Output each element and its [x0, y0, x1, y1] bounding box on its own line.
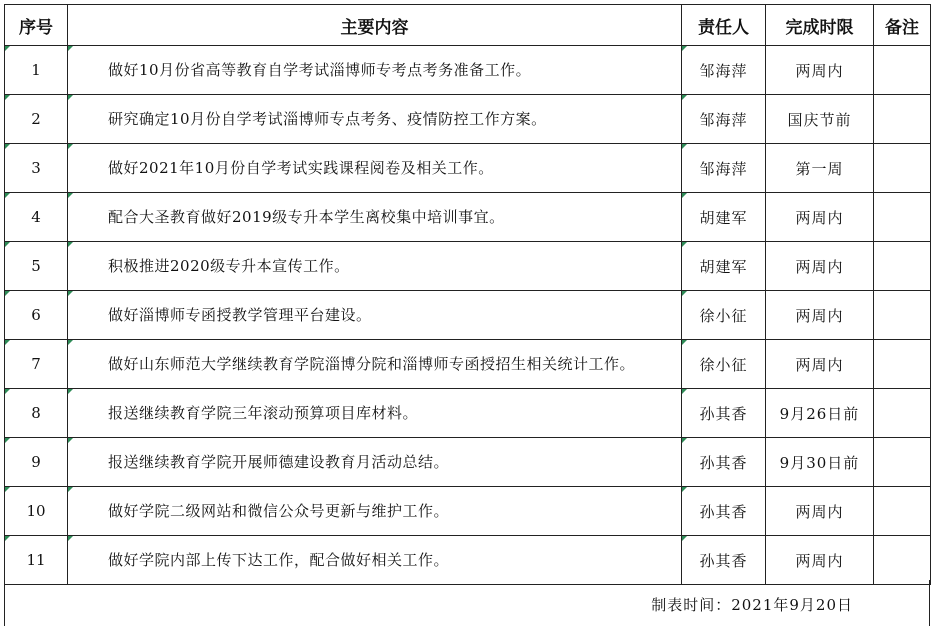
table-row [5, 389, 931, 438]
row-number: 1 [5, 46, 68, 95]
row-note [874, 242, 931, 291]
row-number: 10 [5, 487, 68, 536]
header-deadline: 完成时限 [766, 5, 874, 46]
row-owner: 孙其香 [682, 487, 766, 536]
row-content [68, 242, 682, 291]
row-content [68, 46, 682, 95]
made-time-label: 制表时间：2021年9月20日 [651, 596, 853, 614]
row-content-text: 报送继续教育学院三年滚动预算项目库材料。 [108, 403, 419, 422]
row-note [874, 46, 931, 95]
table-row [5, 46, 931, 95]
header-owner: 责任人 [682, 5, 766, 46]
row-content [68, 95, 682, 144]
table-row [5, 291, 931, 340]
row-content [68, 536, 682, 585]
row-owner: 孙其香 [682, 438, 766, 487]
row-deadline: 国庆节前 [766, 95, 874, 144]
row-number: 11 [5, 536, 68, 585]
row-owner: 胡建军 [682, 193, 766, 242]
row-number: 6 [5, 291, 68, 340]
table-row [5, 438, 931, 487]
row-note [874, 193, 931, 242]
row-content-text: 研究确定10月份自学考试淄博师专点考务、疫情防控工作方案。 [108, 109, 547, 128]
row-deadline: 两周内 [766, 340, 874, 389]
row-owner: 孙其香 [682, 389, 766, 438]
row-deadline: 两周内 [766, 46, 874, 95]
table-footer [4, 580, 930, 626]
row-content-text: 做好2021年10月份自学考试实践课程阅卷及相关工作。 [108, 158, 494, 177]
row-content-text: 做好山东师范大学继续教育学院淄博分院和淄博师专函授招生相关统计工作。 [108, 354, 636, 373]
row-content [68, 291, 682, 340]
row-note [874, 389, 931, 438]
row-content [68, 487, 682, 536]
row-deadline: 两周内 [766, 291, 874, 340]
table-row [5, 144, 931, 193]
row-number: 9 [5, 438, 68, 487]
row-content-text: 做好学院内部上传下达工作，配合做好相关工作。 [108, 550, 450, 569]
row-owner: 徐小征 [682, 340, 766, 389]
table-row [5, 536, 931, 585]
row-owner: 邹海萍 [682, 95, 766, 144]
row-content-text: 配合大圣教育做好2019级专升本学生离校集中培训事宜。 [108, 207, 505, 226]
header-note: 备注 [874, 5, 931, 46]
row-number: 2 [5, 95, 68, 144]
row-deadline: 两周内 [766, 536, 874, 585]
row-number: 3 [5, 144, 68, 193]
row-content [68, 438, 682, 487]
row-deadline: 9月26日前 [766, 389, 874, 438]
header-no: 序号 [5, 5, 68, 46]
row-content-text: 做好10月份省高等教育自学考试淄博师专考点考务准备工作。 [108, 60, 532, 79]
row-content [68, 389, 682, 438]
row-note [874, 487, 931, 536]
row-content-text: 做好淄博师专函授教学管理平台建设。 [108, 305, 372, 324]
row-deadline: 第一周 [766, 144, 874, 193]
row-content [68, 193, 682, 242]
row-number: 7 [5, 340, 68, 389]
table-row [5, 95, 931, 144]
row-number: 8 [5, 389, 68, 438]
table-row [5, 487, 931, 536]
row-note [874, 340, 931, 389]
row-content [68, 340, 682, 389]
row-owner: 胡建军 [682, 242, 766, 291]
table-row [5, 340, 931, 389]
header-row [5, 5, 931, 46]
row-owner: 邹海萍 [682, 46, 766, 95]
row-deadline: 两周内 [766, 487, 874, 536]
row-content-text: 积极推进2020级专升本宣传工作。 [108, 256, 350, 275]
row-content [68, 144, 682, 193]
work-plan-table [4, 4, 931, 585]
row-deadline: 两周内 [766, 242, 874, 291]
row-deadline: 9月30日前 [766, 438, 874, 487]
row-note [874, 291, 931, 340]
row-owner: 徐小征 [682, 291, 766, 340]
table-body [5, 46, 931, 585]
row-deadline: 两周内 [766, 193, 874, 242]
row-owner: 邹海萍 [682, 144, 766, 193]
row-number: 4 [5, 193, 68, 242]
table-row [5, 193, 931, 242]
row-owner: 孙其香 [682, 536, 766, 585]
header-content: 主要内容 [68, 5, 682, 46]
row-note [874, 144, 931, 193]
table-row [5, 242, 931, 291]
row-note [874, 536, 931, 585]
row-note [874, 438, 931, 487]
row-number: 5 [5, 242, 68, 291]
row-content-text: 报送继续教育学院开展师德建设教育月活动总结。 [108, 452, 450, 471]
row-note [874, 95, 931, 144]
row-content-text: 做好学院二级网站和微信公众号更新与维护工作。 [108, 501, 450, 520]
table-header [5, 5, 931, 46]
